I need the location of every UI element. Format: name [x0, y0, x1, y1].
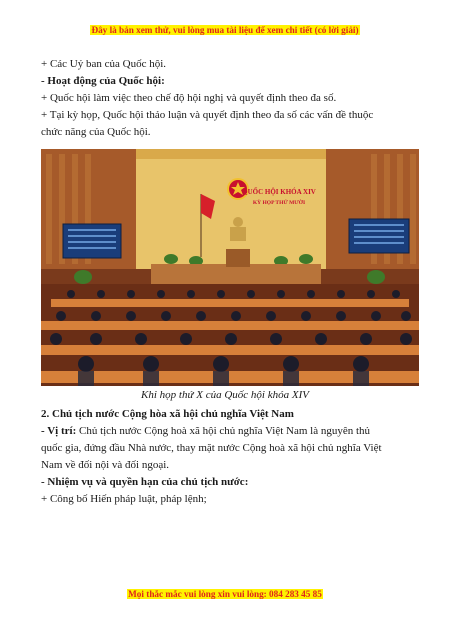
position-label: - Vị trí: — [41, 425, 77, 437]
position-line-3: Nam về đối nội và đối ngoại. — [41, 459, 170, 471]
preview-notice-banner — [0, 25, 450, 35]
assembly-hall-photo — [41, 149, 419, 386]
committees-item: + Các Uỷ ban của Quốc hội. — [41, 58, 167, 70]
position-line-1 — [41, 423, 416, 439]
position-line-2: quốc gia, đứng đầu Nhà nước, thay mặt nước Cộng hoà xã hội chủ nghĩa Việt — [41, 442, 382, 454]
contact-footer — [0, 589, 450, 599]
activities-heading — [41, 73, 413, 89]
preview-notice-text: Đây là bản xem thử, vui lòng mua tài liệu để xem chi tiết (có lời giải) — [91, 25, 359, 35]
president-section — [41, 406, 416, 507]
position-text-1: Chủ tịch nước Cộng hoà xã hội chủ nghĩa Việt Nam là nguyên thủ — [76, 425, 371, 437]
duties-heading — [41, 474, 416, 490]
session-item-line-1: + Tại kỳ họp, Quốc hội thảo luận và quyết định theo đa số các vấn đề thuộc — [41, 109, 374, 121]
assembly-hall-illustration — [41, 149, 419, 386]
photo-banner-line1: QUỐC HỘI KHÓA XIV — [242, 188, 316, 196]
contact-footer-text: Mọi thắc mắc vui lòng xin vui lòng: 084 283 45 85 — [128, 589, 322, 599]
session-item-line-2: chức năng của Quốc hội. — [41, 126, 151, 138]
photo-caption: Khi họp thứ X của Quốc hội khóa XIV — [141, 389, 309, 401]
activities-heading-text: - Hoạt động của Quốc hội: — [41, 75, 165, 87]
section-heading-text: 2. Chủ tịch nước Cộng hòa xã hội chủ nghĩa Việt Nam — [41, 408, 294, 420]
section-heading — [41, 406, 416, 422]
intro-section — [41, 56, 413, 140]
duty-item: + Công bố Hiến pháp luật, pháp lệnh; — [41, 493, 207, 505]
collective-work-item: + Quốc hội làm việc theo chế độ hội nghị và quyết định theo đa số. — [41, 92, 337, 104]
photo-banner-line2: KỲ HỌP THỨ MƯỜI — [252, 200, 306, 206]
duties-heading-text: - Nhiệm vụ và quyền hạn của chủ tịch nước: — [41, 476, 249, 488]
